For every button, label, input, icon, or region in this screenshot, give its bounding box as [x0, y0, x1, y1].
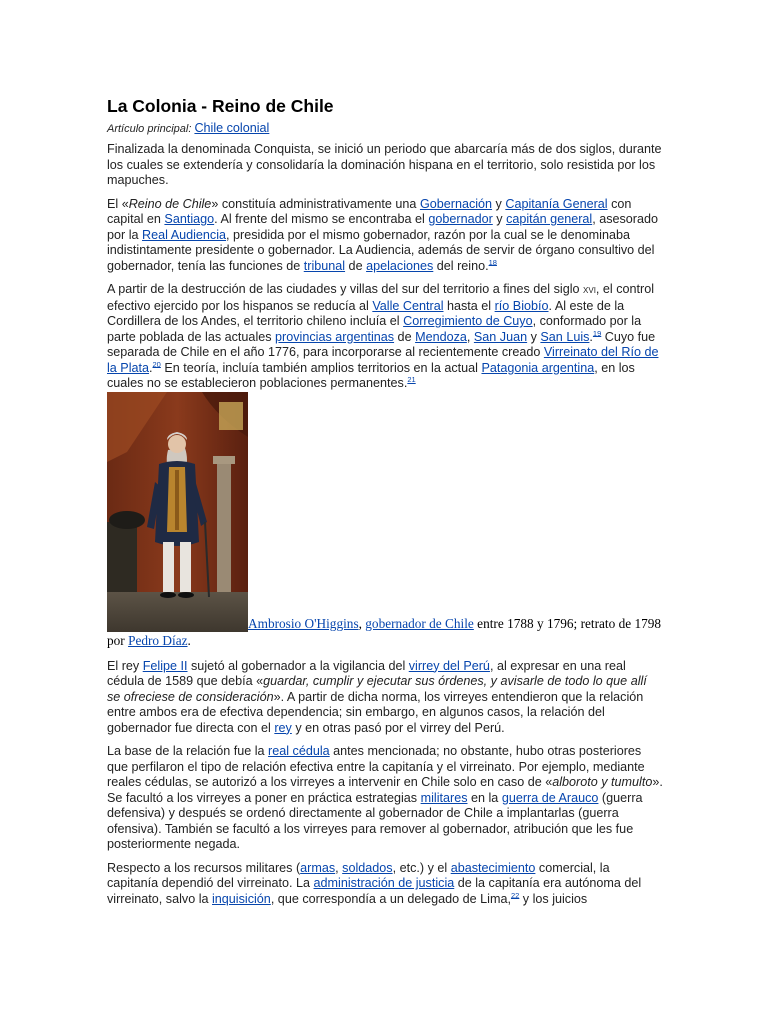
text: entre 1788 y 1796; retrato de 1798 por	[107, 615, 662, 648]
text: .	[149, 360, 153, 375]
text: , asesorado por la	[107, 212, 659, 242]
text: . Al este de la Cordillera de los Andes, el territorio chileno incluía el	[107, 298, 625, 328]
link-corregimiento-cuyo[interactable]: Corregimiento de Cuyo	[403, 314, 533, 328]
text: El «	[107, 196, 129, 211]
paragraph-intro: Finalizada la denominada Conquista, se inició un periodo que abarcaría más de dos siglos, durante los cuales se extendería y consolidaría la dominación hispana en el territorio, solo resistida por los mapuches.	[107, 142, 662, 187]
link-abastecimiento[interactable]: abastecimiento	[450, 860, 536, 875]
text-emphasis: Reino de Chile	[128, 196, 212, 211]
link-rey[interactable]: rey	[274, 720, 292, 735]
paragraph-recursos	[107, 861, 663, 908]
text: de	[345, 258, 367, 273]
link-real-cedula[interactable]: real cédula	[268, 744, 330, 758]
text: Respecto a los recursos militares (	[107, 860, 301, 875]
ref-20[interactable]: 20	[152, 359, 161, 369]
link-inquisicion[interactable]: inquisición	[212, 891, 271, 906]
link-rio-biobio[interactable]: río Biobío	[494, 298, 549, 313]
text-century: xvi	[583, 284, 596, 296]
link-armas[interactable]: armas	[300, 860, 336, 875]
text: y en otras pasó por el virrey del Perú.	[291, 720, 505, 735]
text: ,	[358, 615, 366, 631]
paragraph-reino	[107, 197, 663, 275]
paragraph-territorio	[107, 282, 663, 392]
text: Cuyo fue separada de Chile en el año 1776, para incorporarse al recientemente creado	[107, 329, 656, 359]
text: , el control efectivo ejercido por los hispanos se reducía al	[107, 282, 655, 313]
page-title: La Colonia - Reino de Chile	[107, 96, 334, 116]
text-emphasis: alboroto y tumulto	[552, 775, 653, 789]
portrait-image[interactable]	[107, 392, 248, 632]
text: antes mencionada; no obstante, hubo otras posteriores que perfilaron el tipo de relación efectiva entre la capitanía y el virreinato. Por ejemplo, mediante reales cédulas, se autorizó a los virreyes a intervenir en Chile solo en caso de «	[107, 744, 645, 789]
text: y	[492, 212, 507, 226]
text: y	[492, 196, 506, 211]
text: ,	[335, 860, 343, 875]
text: , que correspondía a un delegado de Lima,	[270, 891, 511, 906]
link-pedro-diaz[interactable]: Pedro Díaz	[128, 632, 188, 648]
text: A partir de la destrucción de las ciudades y villas del sur del territorio a fines del siglo	[107, 282, 584, 296]
text: comercial, la capitanía dependió del virreinato. La	[107, 860, 610, 890]
link-chile-colonial[interactable]: Chile colonial	[194, 121, 270, 135]
article	[107, 95, 663, 915]
link-san-juan[interactable]: San Juan	[473, 329, 528, 344]
link-gobernador-de-chile[interactable]: gobernador de Chile	[365, 615, 474, 631]
paragraph-virrey	[107, 659, 663, 737]
text: de la capitanía era autónoma del virreinato, salvo la	[107, 876, 642, 906]
text: En teoría, incluía también amplios territorios en la actual	[160, 360, 482, 375]
text: , presidida por el mismo gobernador, razón por la cual se le denominaba indistintamente presidente o gobernador. La Audiencia, además de servir de órgano consultivo del gobernador, tenía las funciones de	[107, 227, 655, 273]
ref-18[interactable]: 18	[488, 257, 497, 267]
text: y	[527, 329, 541, 344]
ref-19[interactable]: 19	[592, 328, 602, 338]
ref-21[interactable]: 21	[407, 374, 416, 384]
text: sujetó al gobernador a la vigilancia del	[187, 658, 409, 673]
text: ». Se facultó a los virreyes a poner en práctica estrategias	[107, 775, 663, 805]
link-militares[interactable]: militares	[420, 790, 468, 805]
text: , en los cuales no se establecieron poblaciones permanentes.	[107, 360, 635, 390]
text-emphasis: guardar, cumplir y ejecutar sus órdenes, y avisarle de todo lo que allí se ofreciese de consideración	[107, 674, 647, 704]
link-ambrosio-ohiggins[interactable]: Ambrosio O'Higgins	[248, 615, 359, 631]
link-san-luis[interactable]: San Luis	[540, 329, 590, 344]
link-tribunal[interactable]: tribunal	[303, 258, 346, 273]
main-article-note	[107, 121, 663, 136]
text: con capital en	[107, 196, 632, 226]
text: , al expresar en una real cédula de 1589 que debía «	[107, 658, 626, 688]
text: , conformado por la parte poblada de las actuales	[107, 314, 642, 344]
text: . Al frente del mismo se encontraba el	[214, 212, 429, 226]
text: (guerra defensiva) y después se ordenó directamente al gobernador de Chile a implantarlas (guerra ofensiva). También se facultó a los virreyes para remover al gobernador, atribución que les fue posteriormente negada.	[107, 790, 643, 851]
text: .	[187, 632, 191, 648]
link-virrey-peru[interactable]: virrey del Perú	[408, 658, 490, 673]
text: de	[394, 329, 416, 344]
text: , etc.) y el	[392, 860, 451, 875]
link-soldados[interactable]: soldados	[342, 860, 393, 875]
text: ». A partir de dicha norma, los virreyes entendieron que la relación entre ambos era de efectiva dependencia; sin embargo, en algunos casos, la relación del gobernador fue directa con el	[107, 689, 644, 735]
link-administracion-justicia[interactable]: administración de justicia	[313, 876, 455, 890]
link-patagonia-argentina[interactable]: Patagonia argentina	[481, 360, 595, 375]
main-article-prefix: Artículo principal:	[107, 123, 192, 135]
link-mendoza[interactable]: Mendoza	[415, 329, 467, 344]
text: El rey	[107, 658, 143, 673]
link-apelaciones[interactable]: apelaciones	[366, 258, 434, 273]
link-virreinato-rio-plata[interactable]: Virreinato del Río de la Plata	[107, 345, 659, 375]
link-gobernador[interactable]: gobernador	[428, 212, 493, 226]
text: ,	[466, 329, 474, 344]
text: .	[589, 329, 593, 344]
text: hasta el	[443, 298, 495, 313]
link-capitan-general[interactable]: capitán general	[506, 212, 593, 226]
link-real-audiencia[interactable]: Real Audiencia	[142, 227, 227, 242]
link-santiago[interactable]: Santiago	[164, 212, 215, 226]
text: La base de la relación fue la	[107, 744, 269, 758]
text: » constituía administrativamente una	[211, 196, 420, 211]
text: y los juicios	[519, 891, 588, 906]
link-guerra-arauco[interactable]: guerra de Arauco	[501, 790, 599, 805]
figure-caption	[107, 392, 663, 649]
link-felipe-ii[interactable]: Felipe II	[142, 658, 188, 673]
figure-portrait	[107, 392, 663, 649]
link-gobernacion[interactable]: Gobernación	[419, 196, 493, 211]
link-provincias-argentinas[interactable]: provincias argentinas	[275, 329, 395, 344]
ref-22[interactable]: 22	[510, 890, 520, 900]
paragraph-real-cedula	[107, 744, 663, 853]
link-capitania-general[interactable]: Capitanía General	[505, 196, 608, 211]
link-valle-central[interactable]: Valle Central	[372, 298, 444, 313]
text: del reino.	[433, 258, 489, 273]
text: en la	[467, 790, 502, 805]
